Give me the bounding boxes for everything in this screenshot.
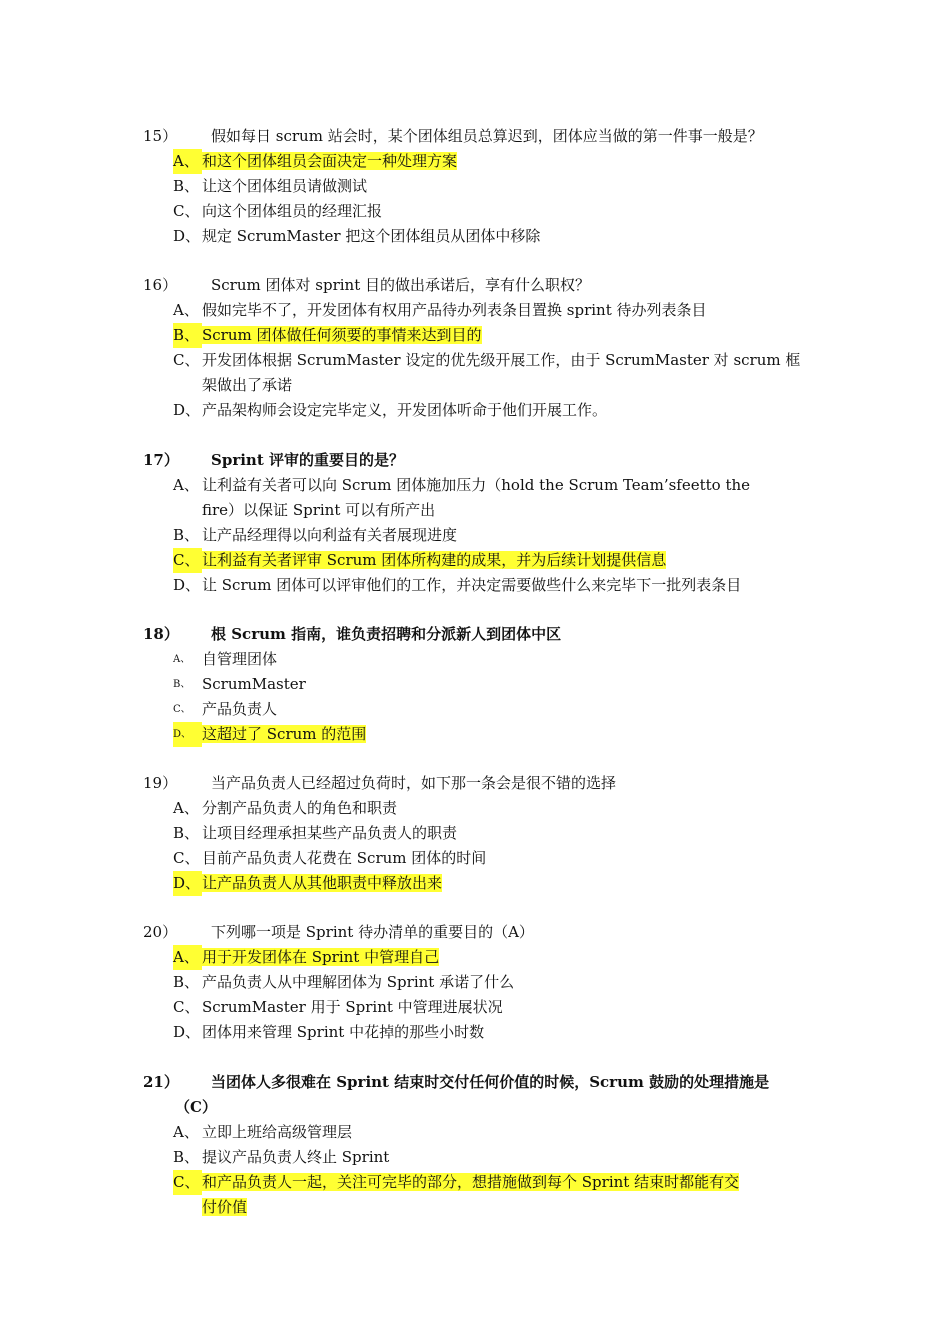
option-text: 提议产品负责人终止 Sprint	[202, 1148, 390, 1166]
question-text-continuation: （C）	[175, 1098, 217, 1116]
option-text: 目前产品负责人花费在 Scrum 团体的时间	[202, 849, 487, 867]
option-text: ScrumMaster 用于 Sprint 中管理进展状况	[202, 998, 503, 1016]
question-text: 根 Scrum 指南，谁负责招聘和分派新人到团体中区	[211, 625, 562, 643]
option-b: B、 产品负责人从中理解团体为 Sprint 承诺了什么	[143, 970, 813, 995]
option-a: A、 用于开发团体在 Sprint 中管理自己	[143, 945, 813, 970]
option-text: 开发团体根据 ScrumMaster 设定的优先级开展工作，由于 ScrumMaster 对 scrum 框	[202, 351, 801, 369]
question-number: 19）	[143, 774, 178, 792]
option-text: ScrumMaster	[202, 675, 306, 693]
question-15	[143, 124, 813, 249]
option-c: C、 ScrumMaster 用于 Sprint 中管理进展状况	[143, 995, 813, 1020]
option-a: A、 自管理团体	[143, 647, 813, 672]
option-c: C、 向这个团体组员的经理汇报	[143, 199, 813, 224]
option-text: 和产品负责人一起，关注可完毕的部分，想措施做到每个 Sprint 结束时都能有交	[202, 1173, 740, 1191]
option-text: Scrum 团体做任何须要的事情来达到目的	[202, 326, 482, 344]
option-text: 产品架构师会设定完毕定义，开发团体听命于他们开展工作。	[202, 401, 608, 419]
option-a: A、 让利益有关者可以向 Scrum 团体施加压力（hold the Scrum Team’sfeetto the	[143, 473, 813, 498]
option-text: 让利益有关者评审 Scrum 团体所构建的成果，并为后续计划提供信息	[202, 551, 667, 569]
option-a: A、 假如完毕不了，开发团体有权用产品待办列表条目置换 sprint 待办列表条目	[143, 298, 813, 323]
option-d: D、 规定 ScrumMaster 把这个团体组员从团体中移除	[143, 224, 813, 249]
option-a: A、 和这个团体组员会面决定一种处理方案	[143, 149, 813, 174]
option-c: C、 目前产品负责人花费在 Scrum 团体的时间	[143, 846, 813, 871]
option-text: 向这个团体组员的经理汇报	[202, 202, 383, 220]
question-number: 21）	[143, 1073, 179, 1091]
question-number: 15）	[143, 127, 178, 145]
question-17	[143, 448, 813, 598]
option-text: 让产品负责人从其他职责中释放出来	[202, 874, 443, 892]
option-b: B、 提议产品负责人终止 Sprint	[143, 1145, 813, 1170]
option-text: 用于开发团体在 Sprint 中管理自己	[202, 948, 440, 966]
question-20	[143, 920, 813, 1045]
option-c: C、 开发团体根据 ScrumMaster 设定的优先级开展工作，由于 ScrumMaster 对 scrum 框	[143, 348, 813, 373]
option-text: 分割产品负责人的角色和职责	[202, 799, 398, 817]
question-number: 20）	[143, 923, 178, 941]
option-text: 让利益有关者可以向 Scrum 团体施加压力（hold the Scrum Team’sfeetto the	[202, 476, 751, 494]
question-text: Scrum 团体对 sprint 目的做出承诺后，享有什么职权？	[211, 276, 590, 294]
option-d: D、 团体用来管理 Sprint 中花掉的那些小时数	[143, 1020, 813, 1045]
question-number: 18）	[143, 625, 179, 643]
option-text: 让这个团体组员请做测试	[202, 177, 368, 195]
option-c: C、 产品负责人	[143, 697, 813, 722]
option-d: D、 这超过了 Scrum 的范围	[143, 722, 813, 747]
option-b: B、 让项目经理承担某些产品负责人的职责	[143, 821, 813, 846]
question-number: 17）	[143, 451, 179, 469]
option-c: C、 和产品负责人一起，关注可完毕的部分，想措施做到每个 Sprint 结束时都能有交	[143, 1170, 813, 1195]
option-b: B、 让这个团体组员请做测试	[143, 174, 813, 199]
option-text: 和这个团体组员会面决定一种处理方案	[202, 152, 458, 170]
option-b: B、 ScrumMaster	[143, 672, 813, 697]
question-18	[143, 622, 813, 747]
option-a-continuation: fire）以保证 Sprint 可以有所产出	[202, 501, 436, 519]
question-text: 当团体人多很难在 Sprint 结束时交付任何价值的时候，Scrum 鼓励的处理措施是	[211, 1073, 770, 1091]
question-19	[143, 771, 813, 896]
option-c-continuation: 付价值	[202, 1198, 248, 1216]
question-16	[143, 273, 813, 423]
option-text: 让产品经理得以向利益有关者展现进度	[202, 526, 458, 544]
option-text: 团体用来管理 Sprint 中花掉的那些小时数	[202, 1023, 485, 1041]
option-d: D、 产品架构师会设定完毕定义，开发团体听命于他们开展工作。	[143, 398, 813, 423]
question-21	[143, 1070, 813, 1220]
option-c: C、 让利益有关者评审 Scrum 团体所构建的成果，并为后续计划提供信息	[143, 548, 813, 573]
question-text: Sprint 评审的重要目的是？	[211, 451, 404, 469]
option-text: 产品负责人	[202, 700, 278, 718]
option-b: B、 Scrum 团体做任何须要的事情来达到目的	[143, 323, 813, 348]
option-c-continuation: 架做出了承诺	[202, 376, 293, 394]
question-number: 16）	[143, 276, 178, 294]
option-text: 自管理团体	[202, 650, 278, 668]
option-text: 产品负责人从中理解团体为 Sprint 承诺了什么	[202, 973, 515, 991]
option-b: B、 让产品经理得以向利益有关者展现进度	[143, 523, 813, 548]
option-text: 规定 ScrumMaster 把这个团体组员从团体中移除	[202, 227, 541, 245]
question-text: 下列哪一项是 Sprint 待办清单的重要目的（A）	[211, 923, 534, 941]
option-text: 让项目经理承担某些产品负责人的职责	[202, 824, 458, 842]
question-text: 假如每日 scrum 站会时，某个团体组员总算迟到，团体应当做的第一件事一般是？	[211, 127, 763, 145]
option-text: 让 Scrum 团体可以评审他们的工作，并决定需要做些什么来完毕下一批列表条目	[202, 576, 742, 594]
question-text: 当产品负责人已经超过负荷时，如下那一条会是很不错的选择	[211, 774, 617, 792]
option-a: A、 立即上班给高级管理层	[143, 1120, 813, 1145]
option-d: D、 让产品负责人从其他职责中释放出来	[143, 871, 813, 896]
option-a: A、 分割产品负责人的角色和职责	[143, 796, 813, 821]
option-text: 假如完毕不了，开发团体有权用产品待办列表条目置换 sprint 待办列表条目	[202, 301, 707, 319]
option-d: D、 让 Scrum 团体可以评审他们的工作，并决定需要做些什么来完毕下一批列表条目	[143, 573, 813, 598]
option-text: 这超过了 Scrum 的范围	[202, 725, 367, 743]
option-text: 立即上班给高级管理层	[202, 1123, 353, 1141]
